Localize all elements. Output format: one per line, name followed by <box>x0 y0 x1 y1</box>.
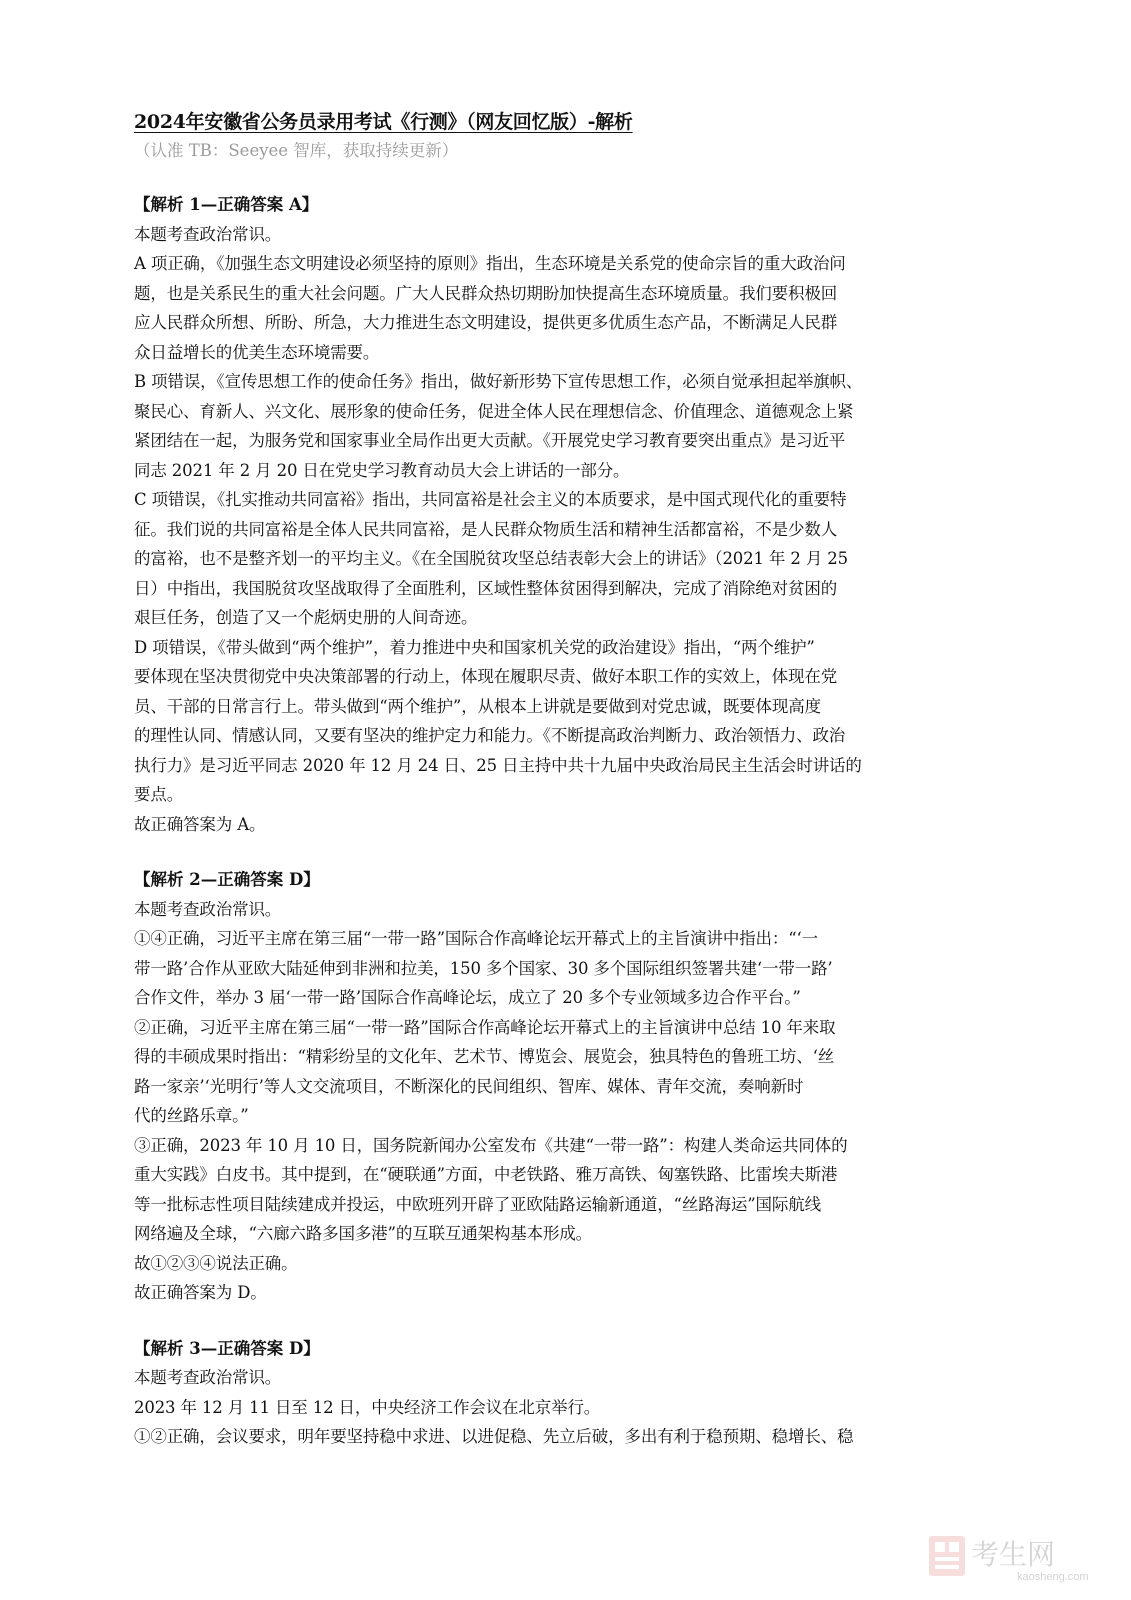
text-line: 得的丰硕成果时指出：“精彩纷呈的文化年、艺术节、博览会、展览会，独具特色的鲁班工坊、‘丝 <box>134 1047 835 1066</box>
document-page <box>134 108 1002 1452</box>
text-line: 征。我们说的共同富裕是全体人民共同富裕，是人民群众物质生活和精神生活都富裕，不是少数人 <box>134 519 838 539</box>
text-line: 的富裕，也不是整齐划一的平均主义。《在全国脱贫攻坚总结表彰大会上的讲话》（2021 年 2 月 25 <box>134 549 848 568</box>
section-heading: 【解析 1—正确答案 A】 <box>134 195 319 214</box>
text-line: 重大实践》白皮书。其中提到，在“硬联通”方面，中老铁路、雅万高铁、匈塞铁路、比雷埃夫斯港 <box>134 1165 838 1184</box>
document-subtitle: （认准 TB：Seeyee 智库，获取持续更新） <box>134 141 459 160</box>
text-line: 要体现在坚决贯彻党中央决策部署的行动上，体现在履职尽责、做好本职工作的实效上，体现在党 <box>134 667 838 686</box>
text-line: 艰巨任务，创造了又一个彪炳史册的人间奇迹。 <box>134 608 478 627</box>
text-line: 要点。 <box>134 785 184 804</box>
text-line: 题，也是关系民生的重大社会问题。广大人民群众热切期盼加快提高生态环境质量。我们要积极回 <box>134 283 838 303</box>
text-line: 日）中指出，我国脱贫攻坚战取得了全面胜利，区域性整体贫困得到解决，完成了消除绝对贫困的 <box>134 578 838 598</box>
section-body <box>134 1363 1002 1452</box>
watermark-url-text: kaosheng.com <box>1017 1571 1089 1583</box>
text-line: 聚民心、育新人、兴文化、展形象的使命任务，促进全体人民在理想信念、价值理念、道德观念上紧 <box>134 401 854 421</box>
watermark-logo-text: 考生网 <box>971 1539 1056 1570</box>
text-line: ①②正确，会议要求，明年要坚持稳中求进、以进促稳、先立后破，多出有利于稳预期、稳增长、稳 <box>134 1427 854 1446</box>
text-line: 紧团结在一起，为服务党和国家事业全局作出更大贡献。《开展党史学习教育要突出重点》是习近平 <box>134 431 846 450</box>
text-line: ③正确，2023 年 10 月 10 日，国务院新闻办公室发布《共建“一带一路”：构建人类命运共同体的 <box>134 1135 848 1155</box>
watermark-icon <box>929 1536 965 1576</box>
section-body <box>134 895 1002 1308</box>
section-heading: 【解析 2—正确答案 D】 <box>134 870 320 889</box>
text-line: 合作文件，举办 3 届‘一带一路’国际合作高峰论坛，成立了 20 多个专业领域多边合作平台。” <box>134 988 801 1007</box>
text-line: 员、干部的日常言行上。带头做到“两个维护”，从根本上讲就是要做到对党忠诚，既要体现高度 <box>134 696 821 716</box>
document-title: 2024年安徽省公务员录用考试《行测》（网友回忆版）-解析 <box>134 111 633 133</box>
text-line: A 项正确，《加强生态文明建设必须坚持的原则》指出，生态环境是关系党的使命宗旨的重大政治问 <box>134 254 846 273</box>
text-line: 路一家亲’‘光明行’等人文交流项目，不断深化的民间组织、智库、媒体、青年交流，奏响新时 <box>134 1076 804 1096</box>
text-line: C 项错误，《扎实推动共同富裕》指出，共同富裕是社会主义的本质要求，是中国式现代化的重要特 <box>134 490 847 509</box>
text-line: 故①②③④说法正确。 <box>134 1253 298 1273</box>
text-line: ②正确，习近平主席在第三届“一带一路”国际合作高峰论坛开幕式上的主旨演讲中总结 10 年来取 <box>134 1017 836 1037</box>
text-line: 本题考查政治常识。 <box>134 224 282 244</box>
text-line: 2023 年 12 月 11 日至 12 日，中央经济工作会议在北京举行。 <box>134 1397 601 1417</box>
text-line: ①④正确，习近平主席在第三届“一带一路”国际合作高峰论坛开幕式上的主旨演讲中指出：“‘一 <box>134 929 818 948</box>
text-line: 带一路’合作从亚欧大陆延伸到非洲和拉美，150 多个国家、30 多个国际组织签署共建‘一带一路’ <box>134 958 833 978</box>
analysis-sections <box>134 190 1002 1452</box>
analysis-section <box>134 1334 1002 1452</box>
text-line: 等一批标志性项目陆续建成并投运，中欧班列开辟了亚欧陆路运输新通道，“丝路海运”国际航线 <box>134 1194 821 1214</box>
text-line: 故正确答案为 A。 <box>134 814 266 834</box>
text-line: 执行力》是习近平同志 2020 年 12 月 24 日、25 日主持中共十九届中央政治局民主生活会时讲话的 <box>134 755 862 775</box>
text-line: 代的丝路乐章。” <box>134 1106 249 1125</box>
kaosheng-watermark-logo <box>925 1530 1101 1586</box>
text-line: 众日益增长的优美生态环境需要。 <box>134 342 380 362</box>
analysis-section <box>134 865 1002 1308</box>
text-line: 应人民群众所想、所盼、所急，大力推进生态文明建设，提供更多优质生态产品，不断满足人民群 <box>134 313 838 332</box>
text-line: 的理性认同、情感认同，又要有坚决的维护定力和能力。《不断提高政治判断力、政治领悟力、政治 <box>134 726 846 745</box>
section-body <box>134 220 1002 840</box>
text-line: D 项错误，《带头做到“两个维护”，着力推进中央和国家机关党的政治建设》指出，“两个维护” <box>134 637 815 657</box>
text-line: 网络遍及全球，“六廊六路多国多港”的互联互通架构基本形成。 <box>134 1224 593 1243</box>
text-line: 故正确答案为 D。 <box>134 1283 267 1302</box>
text-line: 同志 2021 年 2 月 20 日在党史学习教育动员大会上讲话的一部分。 <box>134 460 630 480</box>
text-line: 本题考查政治常识。 <box>134 899 282 919</box>
section-heading: 【解析 3—正确答案 D】 <box>134 1338 320 1358</box>
analysis-section <box>134 190 1002 839</box>
text-line: 本题考查政治常识。 <box>134 1368 282 1387</box>
text-line: B 项错误，《宣传思想工作的使命任务》指出，做好新形势下宣传思想工作，必须自觉承担起举旗帜、 <box>134 372 863 391</box>
